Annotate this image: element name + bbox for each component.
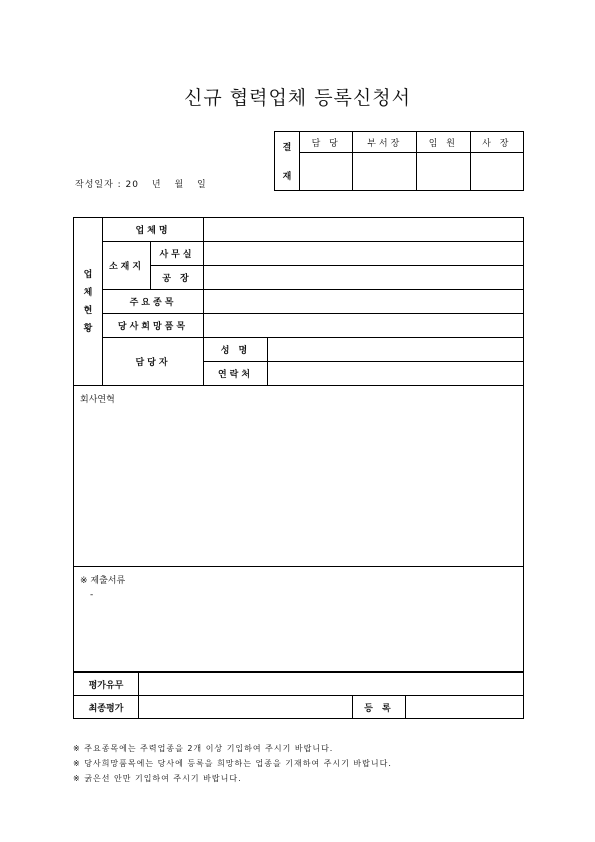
note-item: ※ 당사희망품목에는 당사에 등록을 희망하는 업종을 기재하여 주시기 바랍니다.	[73, 759, 392, 768]
approval-sign-staff[interactable]	[300, 153, 353, 191]
contact-phone-field[interactable]	[268, 362, 524, 386]
evaluation-table	[73, 672, 524, 719]
date-line	[75, 177, 216, 190]
notes	[73, 741, 392, 786]
office-address-field[interactable]	[204, 242, 524, 266]
desired-items-label: 당사희망품목	[103, 314, 204, 338]
company-name-field[interactable]	[204, 218, 524, 242]
note-item: ※ 주요종목에는 주력업종을 2개 이상 기입하여 주시기 바랍니다.	[73, 744, 334, 753]
date-day-field[interactable]: 일	[197, 180, 207, 190]
approval-col-ceo: 사 장	[470, 132, 523, 153]
company-info-table	[73, 217, 524, 672]
note-item: ※ 굵은선 안만 기입하여 주시기 바랍니다.	[73, 774, 242, 783]
date-label: 작성일자 : 20	[75, 180, 139, 190]
desired-items-field[interactable]	[204, 314, 524, 338]
approval-side-top: 결	[282, 143, 292, 153]
final-eval-label: 최종평가	[74, 696, 139, 719]
documents-field[interactable]	[74, 567, 524, 672]
register-label: 등 록	[353, 696, 406, 719]
main-items-field[interactable]	[204, 290, 524, 314]
contact-person-label: 담당자	[103, 338, 204, 386]
approval-side-bottom: 재	[282, 172, 292, 182]
page-title: 신규 협력업체 등록신청서	[184, 87, 411, 109]
company-history-label: 회사연혁	[80, 395, 115, 405]
factory-label: 공 장	[151, 266, 204, 290]
approval-sign-manager[interactable]	[353, 153, 417, 191]
approval-col-manager: 부서장	[353, 132, 417, 153]
contact-phone-label: 연락처	[204, 362, 268, 386]
contact-name-field[interactable]	[268, 338, 524, 362]
company-history-field[interactable]	[74, 386, 524, 567]
approval-side-label	[275, 132, 300, 191]
register-field[interactable]	[406, 696, 524, 719]
eval-field[interactable]	[139, 673, 524, 696]
documents-label: ※ 제출서류	[80, 576, 126, 586]
office-label: 사무실	[151, 242, 204, 266]
main-items-label: 주요종목	[103, 290, 204, 314]
date-month-field[interactable]: 월	[174, 180, 185, 190]
approval-sign-ceo[interactable]	[470, 153, 523, 191]
location-label: 소재지	[103, 242, 151, 290]
contact-name-label: 성 명	[204, 338, 268, 362]
factory-address-field[interactable]	[204, 266, 524, 290]
date-year-field[interactable]: 년	[151, 180, 162, 190]
company-name-label: 업체명	[103, 218, 204, 242]
documents-item: -	[90, 590, 94, 600]
approval-col-staff: 담 당	[300, 132, 353, 153]
company-status-side-label: 업 체 현 황	[74, 218, 103, 386]
final-eval-field[interactable]	[139, 696, 353, 719]
approval-sign-executive[interactable]	[417, 153, 470, 191]
approval-table	[274, 131, 524, 191]
approval-col-executive: 임 원	[417, 132, 470, 153]
eval-label: 평가유무	[74, 673, 139, 696]
